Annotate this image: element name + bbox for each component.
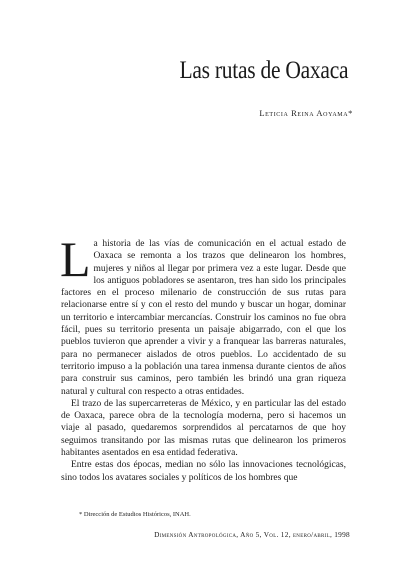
- paragraph-1-text: a historia de las vías de comunicación en el actual estado de Oaxaca se remonta a los trazos que delinearon los hombres, mujeres y niños al llegar por primera vez a este lugar. Desde que los antiguos pobladores se asentaron, tres han sido los principales factores en el proceso milenario de construcción de sus rutas para relacionarse entre sí y con el resto del mundo y buscar un hogar, dominar un territorio e intercambiar mercancías. Construir los caminos no fue obra fácil, pues su territorio presenta un paisaje abigarrado, con el que los pueblos tuvieron que aprender a vivir y a franquear las barreras naturales, para no permanecer aislados de otros pueblos. Lo accidentado de su territorio impuso a la población una tarea inmensa durante cientos de años para construir sus caminos, pero también les brindó una gran riqueza natural y cultural con respecto a otras entidades.: [61, 239, 346, 397]
- journal-footer: [154, 530, 350, 539]
- drop-cap: L: [60, 231, 91, 287]
- author-byline: Leticia Reina Aoyama*: [259, 108, 353, 118]
- article-title: Las rutas de Oaxaca: [179, 57, 348, 84]
- paragraph-3: Entre estas dos épocas, median no sólo las innovaciones tecnológicas, sino todos los avatares sociales y políticos de los hombres que: [61, 460, 346, 483]
- article-body: [60, 231, 346, 484]
- journal-name: Dimensión Antropológica: [154, 530, 237, 539]
- paragraph-1: [60, 231, 346, 398]
- journal-issue: , Año 5, Vol. 12, enero/abril, 1998: [236, 530, 350, 539]
- footnote: * Dirección de Estudios Históricos, INAH.: [79, 511, 191, 518]
- paragraph-2: El trazo de las supercarreteras de México, y en particular las del estado de Oaxaca, parece obra de la tecnología moderna, pero si hacemos un viaje al pasado, quedaremos sorprendidos al percatarnos de que hoy seguimos transitando por las mismas rutas que delinearon los primeros habitantes asentados en esa entidad federativa.: [61, 398, 346, 459]
